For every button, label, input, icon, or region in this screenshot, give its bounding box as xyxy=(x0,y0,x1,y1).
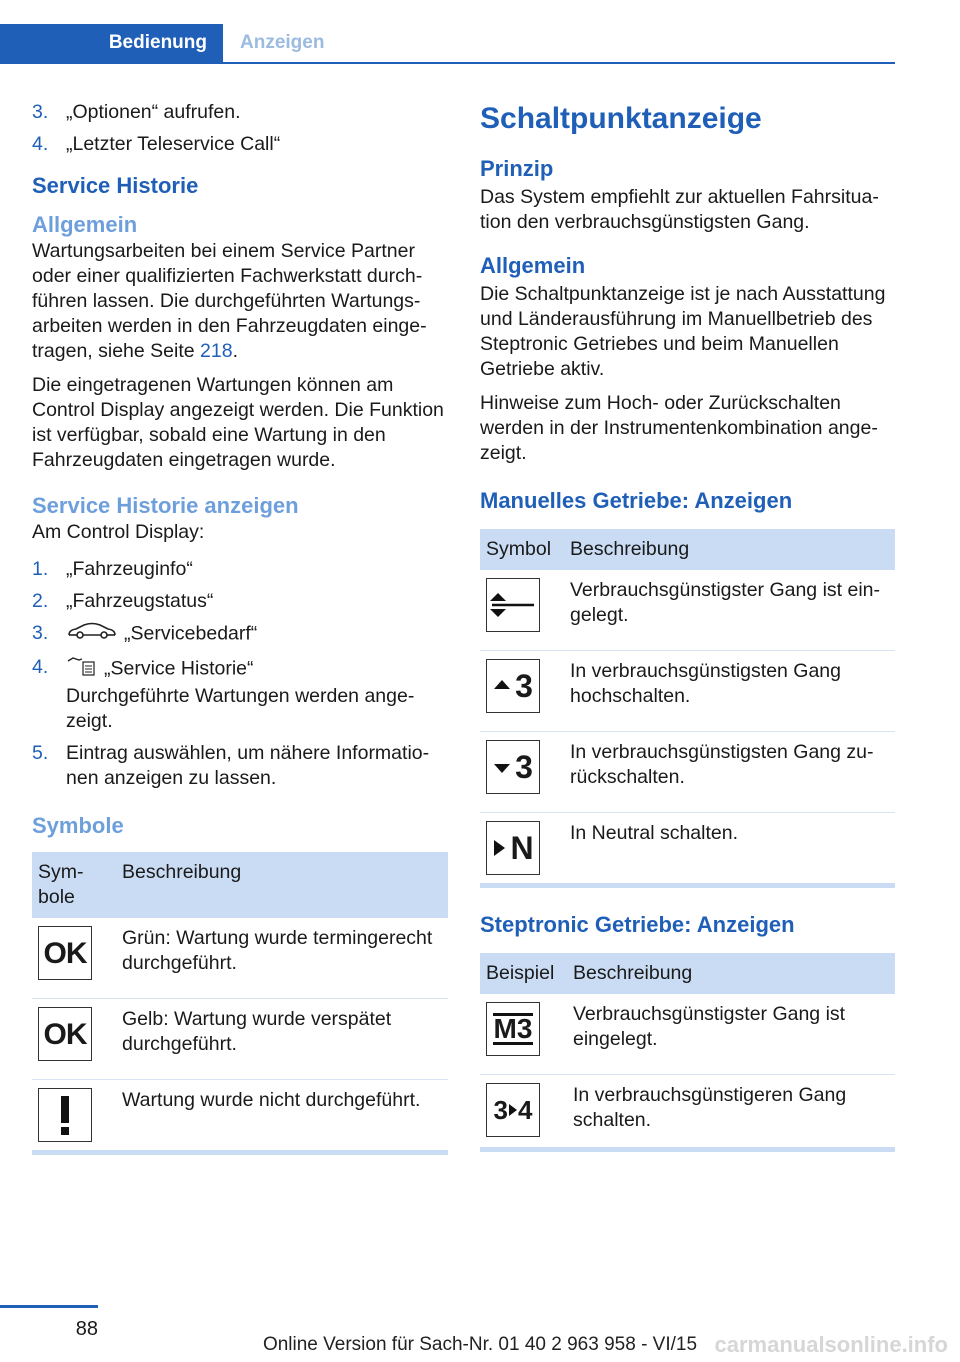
heading-service-historie-anzeigen: Service Historie anzeigen xyxy=(32,493,299,518)
right-column xyxy=(480,100,895,1152)
table-header: Beschreibung xyxy=(116,852,448,918)
shift-3-4-icon: 3 4 xyxy=(486,1083,540,1137)
table-header: Beschreibung xyxy=(567,953,895,994)
heading-prinzip: Prinzip xyxy=(480,156,554,181)
list-item: 2. „Fahrzeugstatus“ xyxy=(32,590,214,612)
heading-schaltpunktanzeige: Schaltpunktanzeige xyxy=(480,102,762,135)
paragraph: Am Control Display: xyxy=(32,521,205,543)
tab-anzeigen[interactable]: Anzeigen xyxy=(240,32,325,53)
table-end-rule xyxy=(480,883,895,888)
chapter-tabbar xyxy=(0,24,895,64)
m3-icon: M3 xyxy=(486,1002,540,1056)
table-row: Verbrauchsgünstigster Gang ist eingelegt. xyxy=(480,570,895,651)
list-item: 4. „Letzter Teleservice Call“ xyxy=(32,133,281,155)
shift-down-icon: 3 xyxy=(486,740,540,794)
footer-text: Online Version für Sach-Nr. 01 40 2 963 958 - VI/15 xyxy=(262,1334,698,1355)
heading-steptronic-getriebe: Steptronic Getriebe: Anzeigen xyxy=(480,912,795,937)
table-end-rule xyxy=(32,1150,448,1155)
paragraph: Die eingetragenen Wartungen können am Control Display angezeigt werden. Die Funktion ist verfügbar, sobald eine Wartung in den Fahrzeugdaten eingetragen wurde. xyxy=(32,374,444,471)
list-item: 3. „Servicebedarf“ xyxy=(32,621,448,648)
table-row: OK Gelb: Wartung wurde verspätet durchgeführt. xyxy=(32,999,448,1080)
table-row: M3 Verbrauchsgünstigster Gang ist eingelegt. xyxy=(480,994,895,1075)
table-row: Wartung wurde nicht durchgeführt. xyxy=(32,1080,448,1151)
ok-green-icon: OK xyxy=(38,926,92,980)
table-header: Beispiel xyxy=(480,953,567,994)
paragraph: Wartungsarbeiten bei einem Service Partner oder einer qualifizierten Fachwerkstatt durchführen lassen. Die durchgeführten Wartungsarbeiten werden in den Fahrzeugdaten eingetragen, siehe Seite 218. xyxy=(32,240,427,362)
service-history-icon xyxy=(66,655,98,684)
neutral-icon: N xyxy=(486,821,540,875)
steps-top-list xyxy=(32,100,448,157)
steps-list xyxy=(32,557,448,791)
list-item: 5. Eintrag auswählen, um nähere Informationen anzeigen zu lassen. xyxy=(32,742,430,789)
car-icon xyxy=(66,621,118,648)
watermark: carmanualsonline.info xyxy=(714,1332,948,1357)
table-row: OK Grün: Wartung wurde termingerecht durchgeführt. xyxy=(32,918,448,999)
exclamation-icon xyxy=(38,1088,92,1142)
list-item: 1. „Fahrzeuginfo“ xyxy=(32,558,193,580)
heading-manuelles-getriebe: Manuelles Getriebe: Anzeigen xyxy=(480,488,793,513)
manual-gearbox-table xyxy=(480,529,895,883)
table-row: 3 In verbrauchsgünstigsten Gang zurückschalten. xyxy=(480,732,895,813)
tab-bedienung[interactable]: Bedienung xyxy=(0,24,223,62)
list-item: 3. „Optionen“ aufrufen. xyxy=(32,101,241,123)
page-link[interactable]: 218 xyxy=(200,340,233,362)
gear-optimal-icon xyxy=(486,578,540,632)
table-row: 3 In verbrauchsgünstigsten Gang hochschalten. xyxy=(480,651,895,732)
table-end-rule xyxy=(480,1147,895,1152)
table-row: 3 4 In verbrauchsgünstigeren Gang schalten. xyxy=(480,1075,895,1148)
ok-yellow-icon: OK xyxy=(38,1007,92,1061)
table-header: Symbole xyxy=(32,852,116,918)
heading-service-historie: Service Historie xyxy=(32,173,199,198)
steptronic-table xyxy=(480,953,895,1147)
symbols-table xyxy=(32,852,448,1150)
shift-up-icon: 3 xyxy=(486,659,540,713)
table-header: Symbol xyxy=(480,529,564,570)
heading-allgemein: Allgemein xyxy=(32,212,138,237)
page-number: 88 xyxy=(0,1305,98,1341)
table-row: N In Neutral schalten. xyxy=(480,813,895,884)
table-header: Beschreibung xyxy=(564,529,895,570)
heading-symbole: Symbole xyxy=(32,813,124,838)
paragraph: Die Schaltpunktanzeige ist je nach Ausstattung und Länderausführung im Manuellbetrieb des Steptronic Getriebes und beim Manuellen Getriebe aktiv. xyxy=(480,283,886,380)
paragraph: Hinweise zum Hoch- oder Zurückschalten werden in der Instrumentenkombination angezeigt. xyxy=(480,392,878,464)
list-item: 4. „Service Historie“ Durchgeführte Wartungen werden angezeigt. xyxy=(32,656,415,732)
left-column xyxy=(32,100,448,1155)
heading-allgemein: Allgemein xyxy=(480,253,586,278)
paragraph: Das System empfiehlt zur aktuellen Fahrsituation den verbrauchsgünstigsten Gang. xyxy=(480,186,879,233)
